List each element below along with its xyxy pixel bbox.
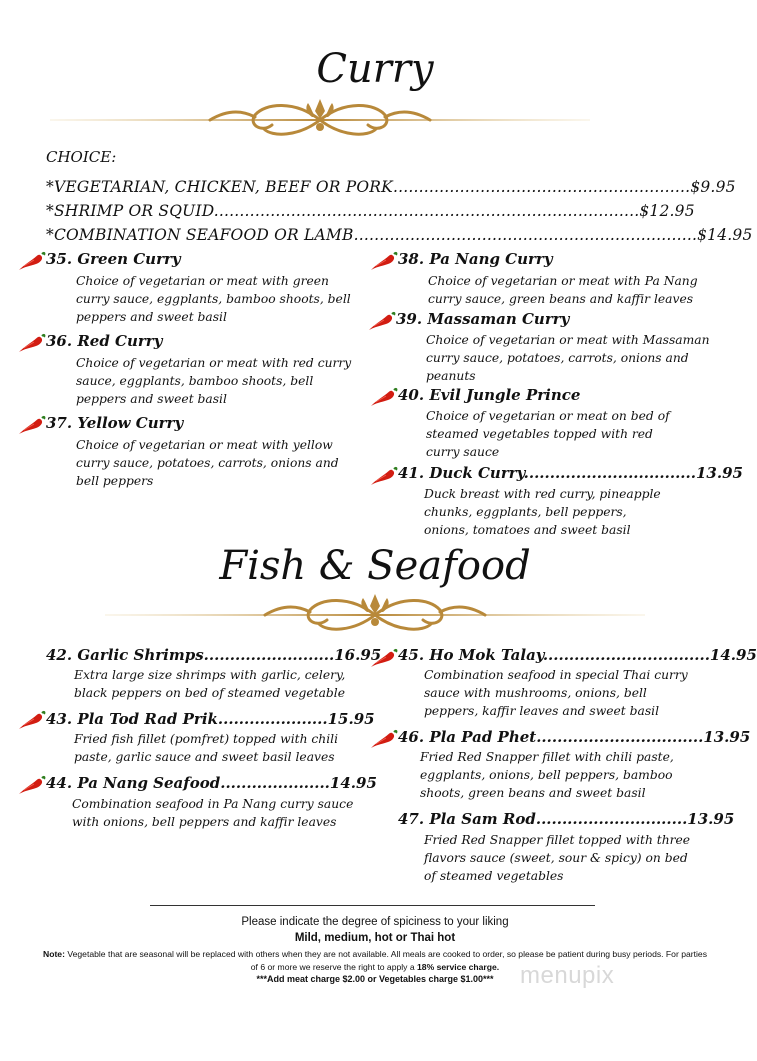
menu-item-title: 36. Red Curry (46, 332, 163, 350)
leader-dots: ............................. (535, 810, 688, 828)
leader-dots: ................................................................................... (213, 202, 640, 220)
leader-dots: ................................................................... (353, 226, 698, 244)
gold-ornament-divider (105, 590, 645, 640)
item-price: 16.95 (334, 646, 382, 664)
menu-item-desc: Fried fish fillet (pomfret) topped with chili paste, garlic sauce and sweet basil leaves (74, 732, 339, 764)
item-name: 44. Pa Nang Seafood (46, 774, 221, 792)
menu-item-title (46, 646, 381, 664)
item-price: 13.95 (703, 728, 751, 746)
leader-dots: ..................... (217, 710, 328, 728)
chili-icon (370, 729, 398, 749)
choice-label: CHOICE: (46, 148, 117, 166)
watermark: menupix (520, 962, 615, 989)
item-price: 13.95 (695, 464, 743, 482)
item-name: 43. Pla Tod Rad Prik (46, 710, 218, 728)
chili-icon (370, 387, 398, 407)
menu-item-title (398, 810, 734, 828)
spice-levels: Mild, medium, hot or Thai hot (294, 932, 456, 944)
seafood-title: Fish & Seafood (219, 543, 531, 589)
chili-icon (18, 710, 46, 730)
menu-item-desc: Fried Red Snapper fillet topped with three flavors sauce (sweet, sour & spicy) on bed of steamed vegetables (424, 833, 691, 883)
choice-price: $14.95 (697, 226, 753, 244)
chili-icon (368, 311, 396, 331)
item-name: 46. Pla Pad Phet (398, 728, 537, 746)
chili-icon (370, 648, 398, 668)
service-charge: 18% service charge. (417, 962, 500, 972)
leader-dots: ................................. (523, 464, 696, 482)
menu-item-title: 35. Green Curry (46, 250, 181, 268)
leader-dots: ................................ (542, 646, 710, 664)
chili-icon (18, 775, 46, 795)
note-text: Vegetable that are seasonal will be replaced with others when they are not available. All meals are cooked to order, so please be patient during busy periods. For parties of 6 or more we reserve the right to apply a (67, 949, 708, 972)
menu-item-title (46, 774, 377, 792)
chili-icon (370, 466, 398, 486)
menu-item-title (398, 646, 757, 664)
menu-item-title: 37. Yellow Curry (46, 414, 184, 432)
leader-dots: ................................ (536, 728, 704, 746)
menu-item-desc: Duck breast with red curry, pineapple chunks, eggplants, bell peppers, onions, tomatoes and sweet basil (424, 487, 661, 537)
menu-item-desc: Choice of vegetarian or meat with Massaman curry sauce, potatoes, carrots, onions and peanuts (426, 333, 710, 383)
menu-item-desc: Choice of vegetarian or meat on bed of steamed vegetables topped with red curry sauce (426, 409, 670, 459)
add-charge-note: ***Add meat charge $2.00 or Vegetables charge $1.00*** (256, 974, 494, 984)
choice-row (46, 178, 736, 196)
item-price: 15.95 (327, 710, 375, 728)
menu-item-desc: Combination seafood in special Thai curry sauce with mushrooms, onions, bell peppers, kaffir leaves and sweet basil (424, 668, 688, 718)
item-price: 14.95 (709, 646, 757, 664)
item-price: 13.95 (687, 810, 735, 828)
choice-name: *COMBINATION SEAFOOD OR LAMB (46, 226, 354, 244)
item-price: 14.95 (329, 774, 377, 792)
menu-item-desc: Fried Red Snapper fillet with chili paste, eggplants, onions, bell peppers, bamboo shoots, green beans and sweet basil (420, 750, 674, 800)
menu-item-desc: Choice of vegetarian or meat with red curry sauce, eggplants, bamboo shoots, bell peppers and sweet basil (76, 356, 352, 406)
chili-icon (370, 251, 398, 271)
choice-price: $9.95 (690, 178, 736, 196)
item-name: 42. Garlic Shrimps (46, 646, 204, 664)
leader-dots: ..................... (220, 774, 330, 792)
spice-instruction: Please indicate the degree of spiciness to your liking (241, 916, 509, 928)
menu-item-desc: Choice of vegetarian or meat with Pa Nang curry sauce, green beans and kaffir leaves (428, 274, 698, 306)
choice-row (46, 226, 753, 244)
item-name: 45. Ho Mok Talay (398, 646, 543, 664)
chili-icon (18, 333, 46, 353)
menu-item-desc: Choice of vegetarian or meat with yellow curry sauce, potatoes, carrots, onions and bell peppers (76, 438, 339, 488)
item-name: 41. Duck Curry (398, 464, 524, 482)
menu-item-title: 38. Pa Nang Curry (398, 250, 553, 268)
menu-item-title (46, 710, 375, 728)
menu-item-desc: Combination seafood in Pa Nang curry sauce with onions, bell peppers and kaffir leaves (72, 797, 354, 829)
leader-dots: ......................... (203, 646, 335, 664)
menu-item-title (398, 728, 750, 746)
menu-item-desc: Extra large size shrimps with garlic, celery, black peppers on bed of steamed vegetable (74, 668, 346, 700)
menu-item-title (398, 464, 743, 482)
curry-title: Curry (316, 46, 434, 92)
menu-item-desc: Choice of vegetarian or meat with green curry sauce, eggplants, bamboo shoots, bell peppers and sweet basil (76, 274, 351, 324)
leader-dots: .......................................................... (392, 178, 691, 196)
gold-ornament-divider (50, 95, 590, 145)
choice-price: $12.95 (639, 202, 695, 220)
chili-icon (18, 251, 46, 271)
choice-name: *SHRIMP OR SQUID (46, 202, 214, 220)
choice-row (46, 202, 695, 220)
menu-item-title: 40. Evil Jungle Prince (398, 386, 581, 404)
item-name: 47. Pla Sam Rod (398, 810, 536, 828)
footer-divider (150, 905, 595, 906)
menu-item-title: 39. Massaman Curry (396, 310, 570, 328)
note-label: Note: (42, 949, 65, 959)
choice-name: *VEGETARIAN, CHICKEN, BEEF OR PORK (46, 178, 393, 196)
chili-icon (18, 415, 46, 435)
